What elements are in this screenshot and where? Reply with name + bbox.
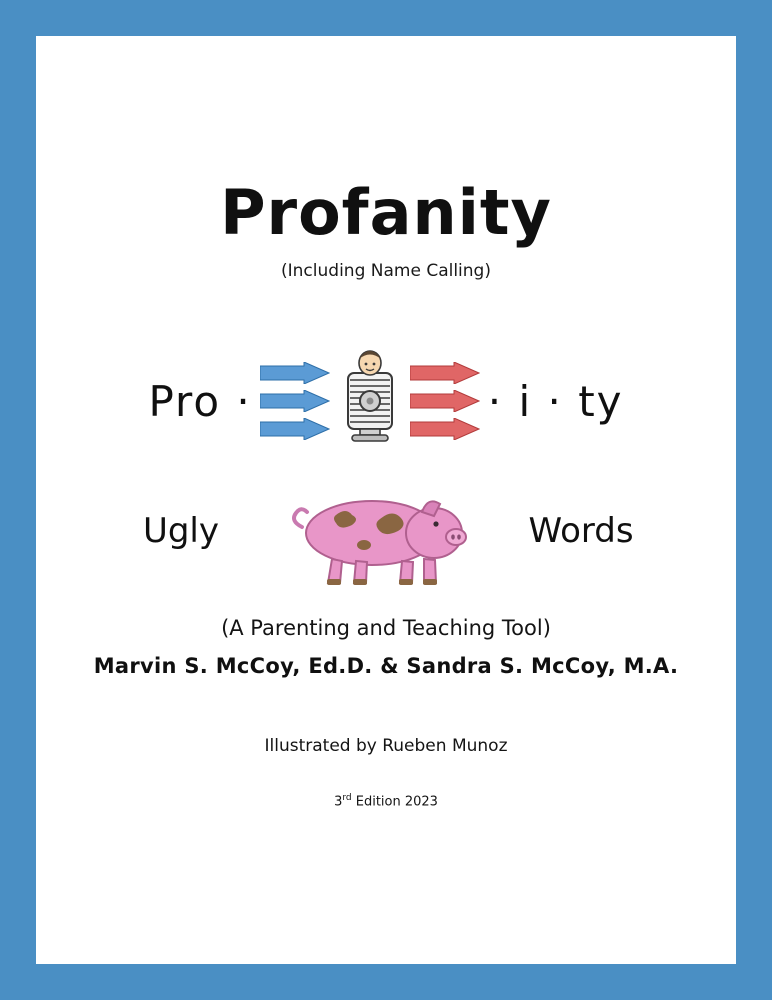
edition-ordinal-suffix: rd	[342, 793, 352, 803]
word-words-text: Words	[528, 511, 634, 551]
edition-text	[36, 793, 736, 809]
fan-illustration	[332, 349, 408, 453]
illustrator-text: Illustrated by Rueben Munoz	[264, 736, 508, 756]
edition-year: Edition 2023	[351, 794, 438, 810]
red-arrows-group	[410, 362, 480, 440]
arrow-right-red-icon	[410, 362, 480, 384]
fan-icon	[332, 349, 408, 453]
pig-illustration	[276, 471, 476, 591]
cover-page-area	[36, 36, 736, 964]
word-ugly-text: Ugly	[142, 511, 220, 551]
pig-icon	[276, 471, 476, 591]
blue-arrows-group	[260, 362, 330, 440]
page-subtitle: (Including Name Calling)	[281, 261, 491, 281]
cover-content	[36, 36, 736, 964]
arrow-right-red-icon	[410, 390, 480, 412]
arrow-right-blue-icon	[260, 362, 330, 384]
syllable-prefix-text: Pro ·	[148, 376, 252, 426]
syllable-rebus-row	[36, 336, 736, 466]
arrow-right-red-icon	[410, 418, 480, 440]
tagline-text: (A Parenting and Teaching Tool)	[221, 616, 551, 640]
arrow-right-blue-icon	[260, 390, 330, 412]
syllable-suffix-text: · i · ty	[487, 376, 624, 426]
authors-text: Marvin S. McCoy, Ed.D. & Sandra S. McCoy, M.A.	[93, 654, 679, 678]
arrow-right-blue-icon	[260, 418, 330, 440]
credits-block	[36, 616, 736, 678]
page-title: Profanity	[220, 176, 552, 249]
edition-number: 3	[334, 794, 343, 810]
word-rebus-row	[36, 466, 736, 596]
